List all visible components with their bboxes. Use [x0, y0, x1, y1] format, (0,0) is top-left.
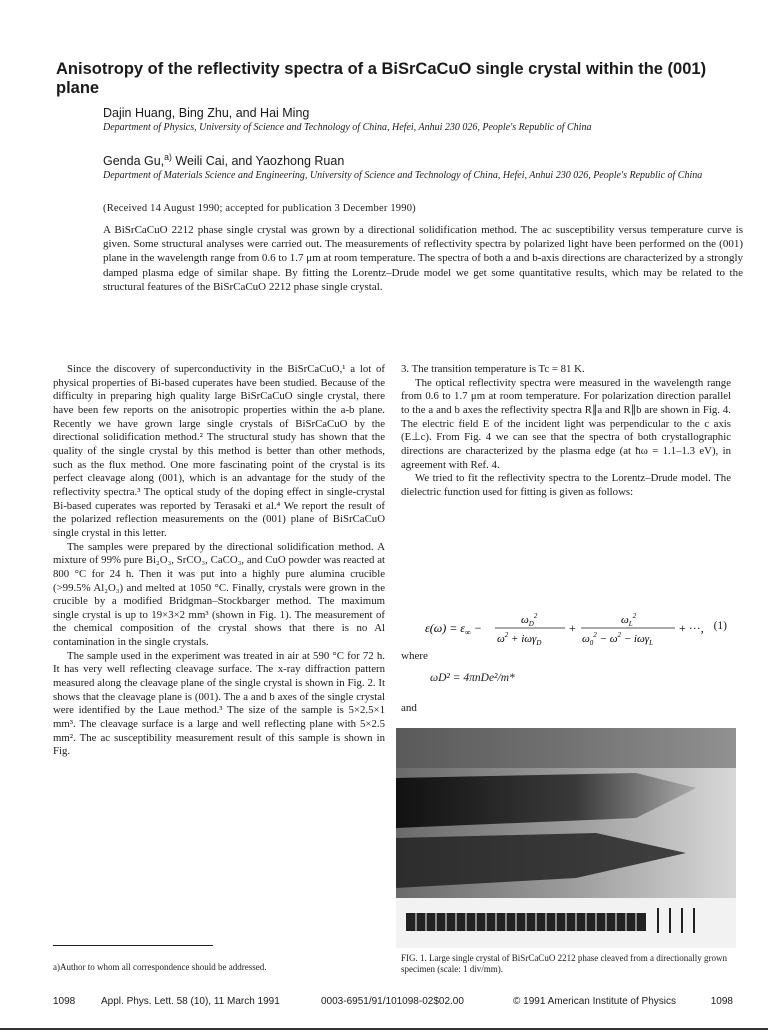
paragraph: The samples were prepared by the directional solidification method. A mixture of 99% pure Bi₂O₃, SrCO₃, CaCO₃, and CuO powder was reacted at 800 °C for 24 h. Then it was put into a highly pure alumina crucible (>99.5% Al₂O₃) and melted at 1050 °C. Finally, crystals were grown in the crucible by a modified Bridgman–Stockbarger method. The maximum single crystal is up to 19×3×2 mm³ (shown in Fig. 1). The measurement of the chemical composition of the crystal shows that there is no Al contamination in the single crystals.: [53, 540, 385, 649]
figure-1-caption: FIG. 1. Large single crystal of BiSrCaCuO 2212 phase cleaved from a directionally grown specimen (scale: 1 div/mm).: [401, 953, 728, 974]
author-line-2: [103, 151, 345, 168]
equation-1: [425, 606, 735, 650]
svg-text:+ ···,: + ···,: [679, 621, 704, 635]
affiliation-2: Department of Materials Science and Engineering, University of Science and Technology of China, Hefei, Anhui 230 026, People's Republic of China: [103, 170, 703, 181]
svg-text:ωL2: $\omega_L^2$: [621, 612, 637, 628]
journal-citation: Appl. Phys. Lett. 58 (10), 11 March 1991: [101, 996, 280, 1007]
paper-title: Anisotropy of the reflectivity spectra of a BiSrCaCuO single crystal within the (001) plane: [56, 60, 707, 97]
paragraph: 3. The transition temperature is Tc = 81 K.: [401, 363, 585, 375]
author-names-rest: Weili Cai, and Yaozhong Ruan: [171, 154, 345, 168]
svg-text:ω2 + iωγD: $\omega^2 + i\omega\gamma_D$: [497, 631, 542, 647]
abstract: A BiSrCaCuO 2212 phase single crystal was grown by a directional solidification method. The ac susceptibility versus temperature curve is given. Some structural analyses were carried out. The measurements of reflectivity spectra by polarized light have been performed on the (001) plane in the wavelength range from 0.6 to 1.7 μm at room temperature. The spectra of both a and b-axis directions are characterized by a strongly damped plasma edge of similar shape. By fitting the Lorentz–Drude model we get some quantitative results, which may be related to the structural features of the BiSrCaCuO 2212 phase single crystal.: [103, 224, 743, 293]
equation-2: ωD² = 4πnDe²/m*: [430, 672, 515, 684]
bottom-rule: [0, 1028, 768, 1030]
author-name-gu: Genda Gu,: [103, 154, 165, 168]
svg-text:ω02 − ω2 − iωγL: $\omega_0^2 - \omega^2 - i\omega\gamma_L$: [582, 631, 653, 647]
paragraph: The optical reflectivity spectra were measured in the wavelength range from 0.6 to 1.7 μm at room temperature. For polarization direction parallel to the a and b axes the reflectivity spectra R∥a and R∥b are shown in Fig. 4. The electric field E of the incident light was perpendicular to the c axis (E⊥c). From Fig. 4 we can see that the spectra of both crystallographic directions are characterized by the plasma edge (at ħω = 1.1–1.3 eV), in agreement with Ref. 4.: [401, 376, 731, 471]
equation-1-formula: [425, 606, 735, 650]
page-number-left: 1098: [53, 996, 76, 1007]
and-label: and: [401, 702, 417, 714]
page-number-right: 1098: [710, 996, 733, 1007]
paragraph: We tried to fit the reflectivity spectra to the Lorentz–Drude model. The dielectric function used for fitting is given as follows:: [401, 472, 731, 498]
svg-text:ε(ω) = ε∞ −: $\varepsilon(\omega) = \varepsilon_\infty$ −: [425, 621, 482, 637]
paragraph: The sample used in the experiment was treated in air at 590 °C for 72 h. It has very well reflecting cleavage surface. The x-ray diffraction pattern measured along the cleavage plane of the single crystal is shown in Fig. 2. It shows that the cleavage plane is (001). The a and b axes of the single crystal were identified by the Laue method.³ The size of the sample is 5×2.5×1 mm³. The cleavage surface is a large and well reflecting plane with 5×2.5 mm². The ac susceptibility measurement result of this sample is shown in Fig.: [53, 649, 385, 758]
equation-number: (1): [713, 620, 727, 632]
svg-text:+: +: [569, 621, 576, 635]
where-label: where: [401, 650, 428, 662]
paragraph: Since the discovery of superconductivity in the BiSrCaCuO,¹ a lot of physical properties of Bi-based cuperates have been studied. Because of the difficulty in preparing high quality large BiSrCaCuO single crystal, there have been few reports on the anisotropic properties within the a-b plane. Recently we have grown large single crystals of BiSrCaCuO by the directional solidification method.² The structural study has shown that the quality of the single crystal by this method is better than other methods, such as the flux method. One more fascinating point of the crystal is its perfect cleavage along (001), which is an advantage for the study of the reflectivity spectra.³ The optical study of the doping effect in single-crystal Bi-based cuperates was reported by Terasaki et al.⁴ We report the result of the polarized reflection measurements on the (001) plane of BiSrCaCuO single crystal in this letter.: [53, 363, 385, 539]
affiliation-1: Department of Physics, University of Science and Technology of China, Hefei, Anhui 230 026, People's Republic of China: [103, 122, 592, 133]
footnote: a)Author to whom all correspondence should be addressed.: [53, 962, 267, 972]
author-line-1: Dajin Huang, Bing Zhu, and Hai Ming: [103, 106, 310, 120]
right-column: [401, 363, 731, 500]
figure-1-photo: [396, 728, 736, 948]
article-code: 0003-6951/91/101098-02$02.00: [321, 996, 464, 1007]
author-footnote-marker: a): [164, 151, 172, 162]
svg-text:ωD2: $\omega_D^2$: [521, 612, 538, 628]
footnote-rule: [53, 945, 213, 946]
received-dates: (Received 14 August 1990; accepted for publication 3 December 1990): [103, 203, 416, 214]
copyright: © 1991 American Institute of Physics: [513, 996, 677, 1007]
left-column: [53, 363, 385, 759]
